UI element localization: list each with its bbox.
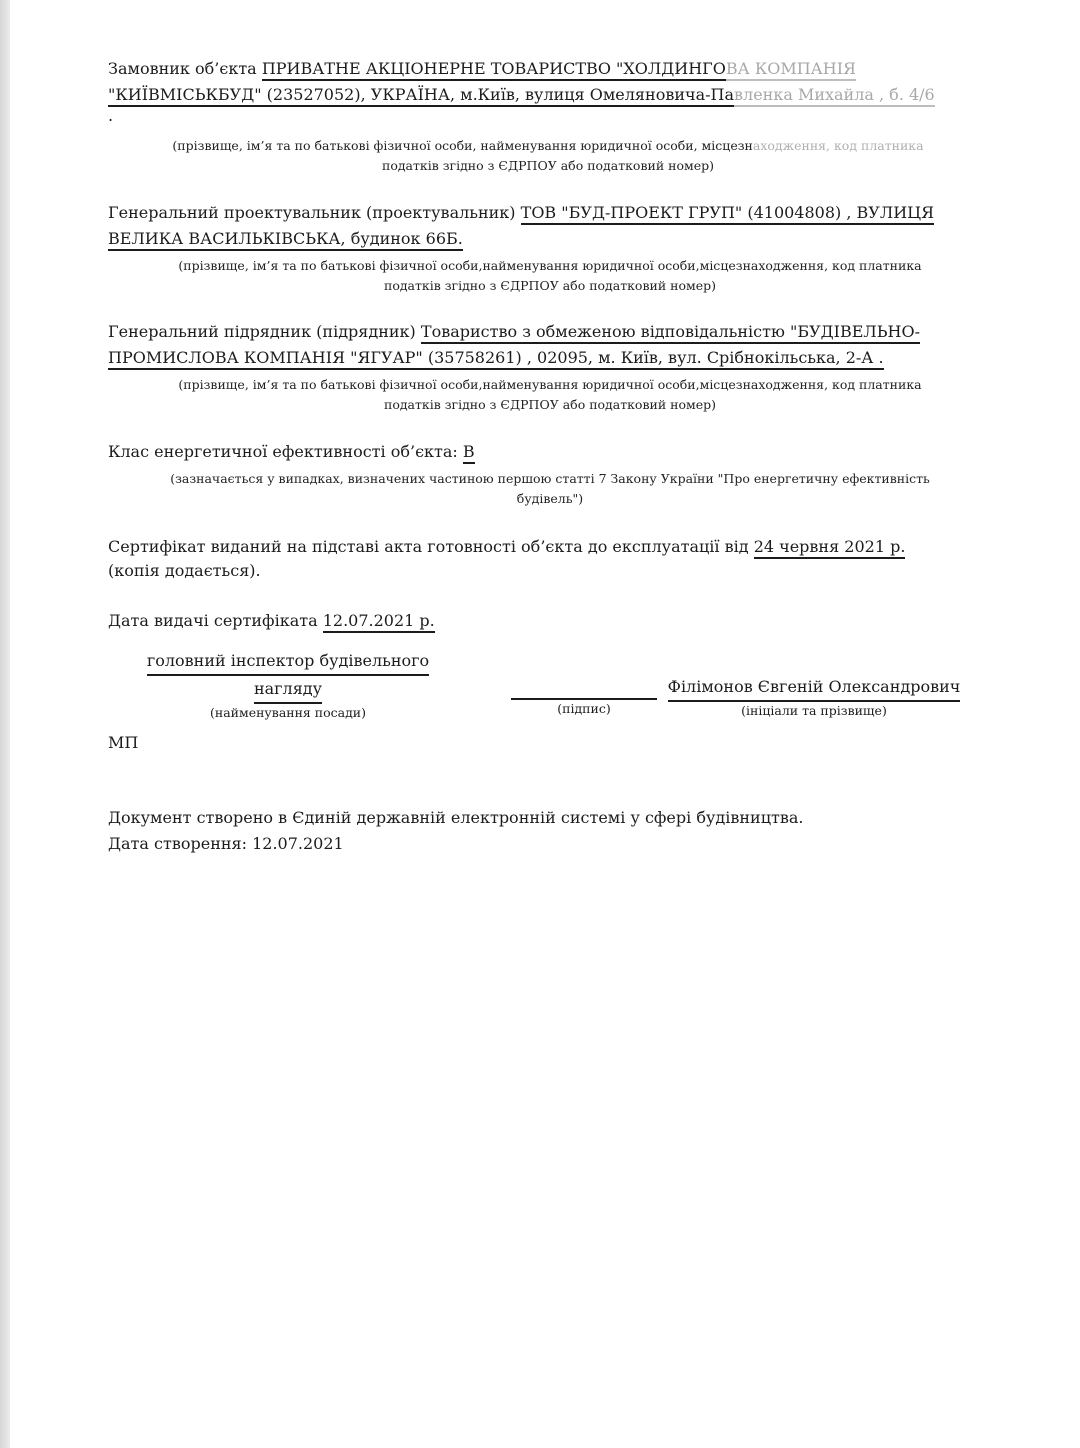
designer-note-line1: (прізвище, ім’я та по батькові фізичної особи,найменування юридичної особи,місцезнаходження, код платника (178, 258, 922, 273)
energy-section (108, 440, 988, 464)
position-line2: нагляду (254, 676, 322, 704)
designer-label: Генеральний проектувальник (проектувальник) (108, 203, 516, 222)
energy-value: B (463, 442, 475, 464)
certificate-text: Сертифікат виданий на підставі акта готовності об’єкта до експлуатації від (108, 537, 749, 556)
position-line1: головний інспектор будівельного (147, 648, 429, 676)
signer-name: Філімонов Євгеній Олександрович (668, 674, 961, 702)
issue-date: 12.07.2021 р. (323, 611, 435, 633)
designer-note-line2: податків згідно з ЄДРПОУ або податковий номер) (384, 278, 716, 293)
designer-value-line1: ТОВ "БУД-ПРОЕКТ ГРУП" (41004808) , ВУЛИЦЯ (521, 203, 934, 225)
energy-label: Клас енергетичної ефективності об’єкта: (108, 442, 458, 461)
signature-caption: (підпис) (557, 701, 611, 716)
designer-value-line2: ВЕЛИКА ВАСИЛЬКІВСЬКА, будинок 66Б. (108, 229, 463, 251)
name-column (659, 674, 969, 720)
customer-value-line3: . (108, 106, 114, 125)
energy-note-line2: будівель") (516, 491, 584, 506)
customer-value-line2-faded: вленка Михайла , б. 4/6 (734, 85, 935, 107)
contractor-value-line2: ПРОМИСЛОВА КОМПАНІЯ "ЯГУАР" (35758261) , 02095, м. Київ, вул. Срібнокільська, 2-А . (108, 348, 884, 370)
customer-note-line1: (прізвище, ім’я та по батькові фізичної особи, найменування юридичної особи, місцезн (172, 138, 753, 153)
certificate-section (108, 535, 988, 583)
issue-section (108, 609, 988, 633)
contractor-value-line1: Товариство з обмеженою відповідальністю "БУДІВЕЛЬНО- (421, 322, 920, 344)
customer-note-line1-faded: аходження, код платника (752, 138, 924, 153)
contractor-section (108, 320, 988, 370)
footer (108, 805, 988, 857)
footer-line2: Дата створення: 12.07.2021 (108, 834, 344, 853)
customer-value-line1: ПРИВАТНЕ АКЦІОНЕРНЕ ТОВАРИСТВО "ХОЛДИНГО (262, 59, 726, 81)
page-edge-shadow (0, 0, 10, 1448)
energy-note (120, 469, 980, 509)
contractor-note-line1: (прізвище, ім’я та по батькові фізичної особи,найменування юридичної особи,місцезнаходження, код платника (178, 377, 922, 392)
customer-section (108, 57, 988, 125)
position-caption: (найменування посади) (209, 705, 367, 720)
issue-label: Дата видачі сертифіката (108, 611, 318, 630)
contractor-label: Генеральний підрядник (підрядник) (108, 322, 416, 341)
stamp-label: МП (108, 733, 139, 752)
footer-line1: Документ створено в Єдиній державній електронній системі у сфері будівництва. (108, 808, 804, 827)
position-column (140, 648, 436, 722)
contractor-note (130, 375, 970, 415)
customer-note (108, 136, 988, 176)
signature-line (511, 674, 657, 700)
designer-section (108, 201, 988, 251)
designer-note (130, 256, 970, 296)
customer-label: Замовник об’єкта (108, 59, 257, 78)
signature-column (511, 674, 657, 718)
energy-note-line1: (зазначається у випадках, визначених частиною першою статті 7 Закону України "Про енергетичну ефективність (170, 471, 930, 486)
customer-value-line2: "КИЇВМІСЬКБУД" (23527052), УКРАЇНА, м.Київ, вулиця Омеляновича-Па (108, 85, 734, 107)
contractor-note-line2: податків згідно з ЄДРПОУ або податковий номер) (384, 397, 716, 412)
certificate-date: 24 червня 2021 р. (754, 537, 906, 559)
name-caption: (ініціали та прізвище) (741, 703, 887, 718)
certificate-copy-note: (копія додається). (108, 561, 261, 580)
customer-note-line2: податків згідно з ЄДРПОУ або податковий номер) (382, 158, 714, 173)
customer-value-line1-faded: ВА КОМПАНІЯ (726, 59, 856, 81)
